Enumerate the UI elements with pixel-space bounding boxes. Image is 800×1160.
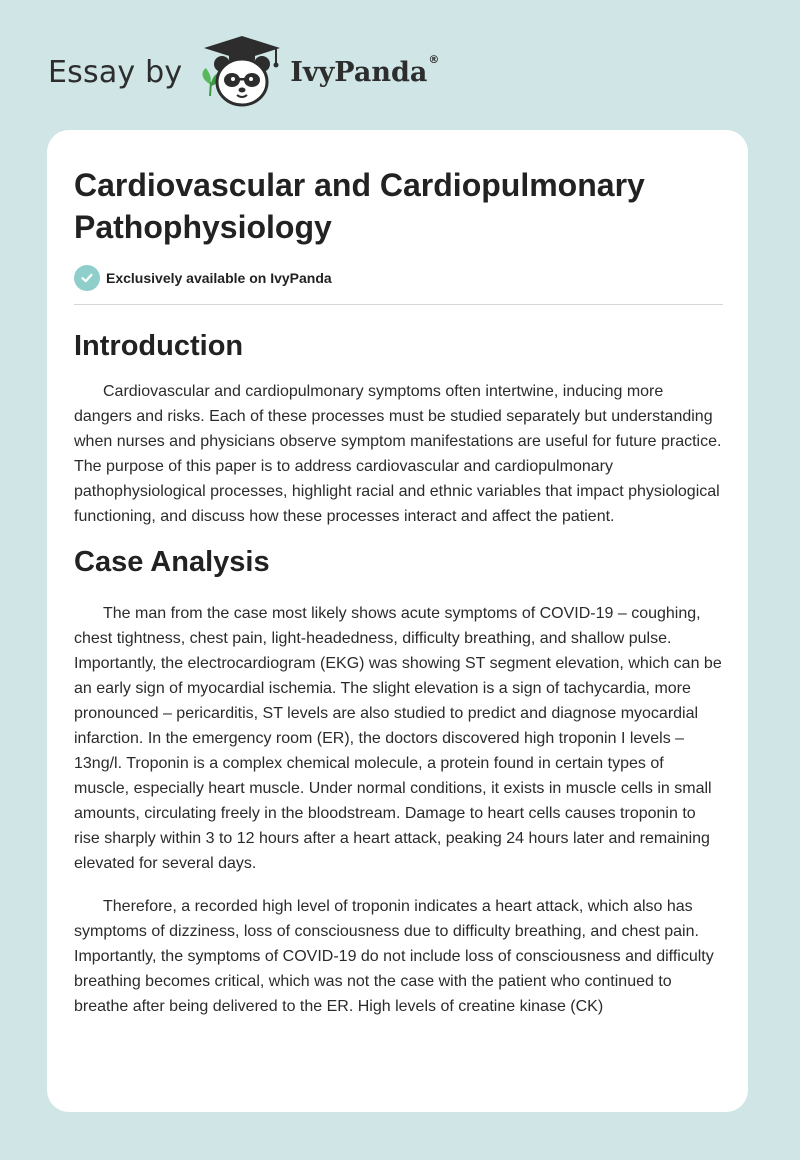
essay-card [47, 130, 748, 1112]
checkmark-circle-icon [74, 265, 100, 291]
section-heading-case-analysis: Case Analysis [74, 546, 270, 578]
exclusive-badge-label: Exclusively available on IvyPanda [106, 270, 332, 286]
site-header [48, 34, 439, 110]
panda-graduate-logo-icon[interactable] [196, 34, 288, 110]
essay-title: Cardiovascular and Cardiopulmonary Pathophysiology [74, 167, 645, 245]
brand-name[interactable] [290, 52, 440, 88]
essay-content [74, 164, 723, 1019]
essay-by-label: Essay by [48, 54, 183, 90]
paragraph: Cardiovascular and cardiopulmonary symptoms often intertwine, inducing more dangers and risks. Each of these processes must be studied separately but understanding when nurses and physicians observe symptom manifestations are useful for future practice. The purpose of this paper is to address cardiovascular and cardiopulmonary pathophysiological processes, highlight racial and ethnic variables that impact physiological functioning, and discuss how these processes interact and affect the patient. [74, 383, 722, 525]
exclusive-badge [74, 264, 723, 292]
section-heading-introduction: Introduction [74, 330, 244, 362]
paragraph: Therefore, a recorded high level of troponin indicates a heart attack, which also has symptoms of dizziness, loss of consciousness due to difficulty breathing, and chest pain. Importantly, the symptoms of COVID-19 do not include loss of consciousness and difficulty breathing becomes critical, which was not the case with the patient who continued to breathe after being delivered to the ER. High levels of creatine kinase (CK) [74, 898, 714, 1015]
paragraph: The man from the case most likely shows acute symptoms of COVID-19 – coughing, chest tightness, chest pain, light-headedness, difficulty breathing, and shallow pulse. Importantly, the electrocardiogram (EKG) was showing ST segment elevation, which can be an early sign of myocardial ischemia. The slight elevation is a sign of tachycardia, more pronounced – pericarditis, ST levels are also studied to predict and diagnose myocardial infarction. In the emergency room (ER), the doctors discovered high troponin I levels – 13ng/l. Troponin is a complex chemical molecule, a protein found in certain types of muscle, especially heart muscle. Under normal conditions, it exists in muscle cells in small amounts, circulating freely in the bloodstream. Damage to heart cells causes troponin to rise sharply within 3 to 12 hours after a heart attack, peaking 24 hours later and remaining elevated for several days. [74, 605, 722, 872]
title-divider [74, 304, 723, 305]
brand-name-text: IvyPanda [290, 56, 428, 88]
checkmark-icon [80, 271, 94, 285]
registered-trademark: ® [428, 52, 440, 66]
